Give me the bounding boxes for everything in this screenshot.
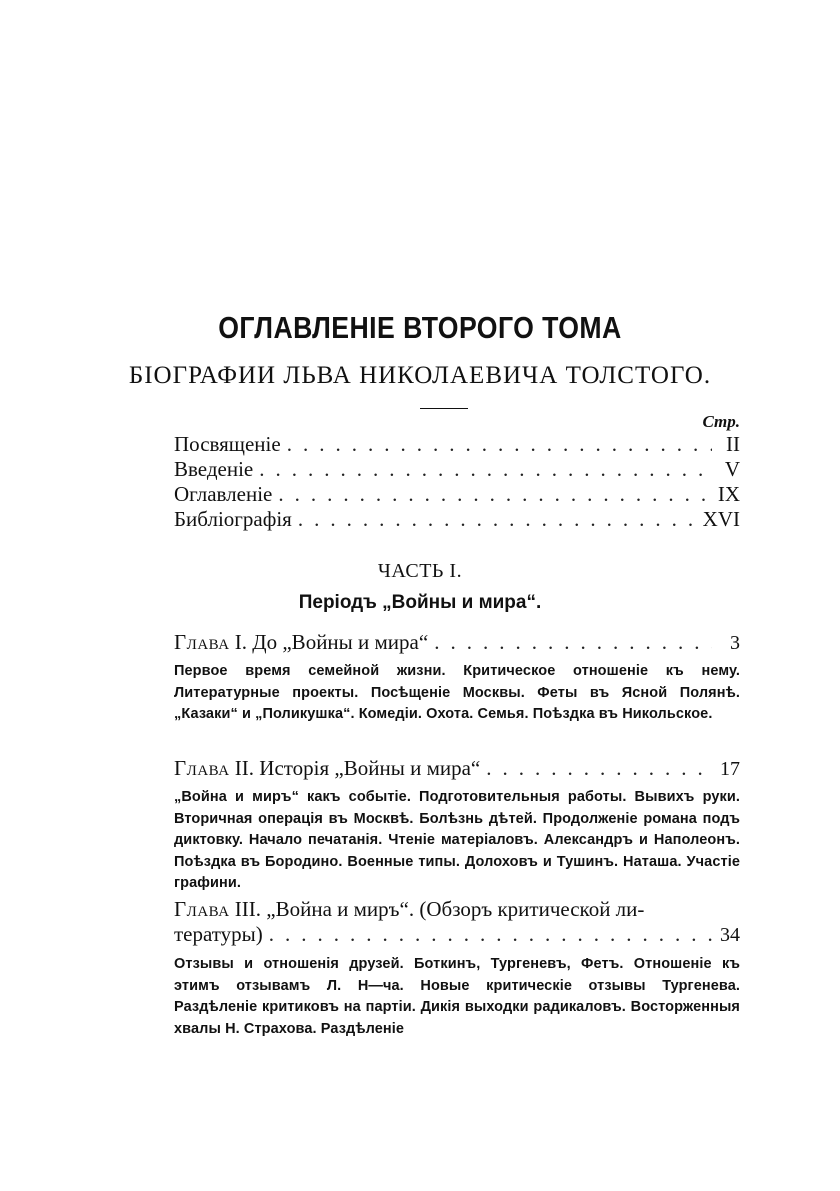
chapter-entry[interactable] — [174, 897, 740, 1040]
front-matter-list — [174, 432, 740, 532]
toc-entry[interactable] — [174, 507, 740, 532]
chapter-title: II. Исторія „Войны и мира“ — [234, 756, 481, 780]
chapter-label: Глава — [174, 630, 230, 654]
chapter-heading-line2 — [174, 922, 740, 948]
leader-dots — [281, 432, 712, 457]
chapter-summary: „Война и миръ“ какъ событіе. Подготовительныя работы. Вывихъ руки. Вторичная операція въ Москвѣ. Болѣзнь дѣтей. Продолженіе романа подъ диктовку. Начало печатанія. Чтеніе матеріаловъ. Александръ и Наполеонъ. Поѣздка въ Бородино. Военные типы. Долоховъ и Тушинъ. Наташа. Участіе графини. — [174, 789, 740, 891]
toc-entry-page: XVI — [702, 507, 740, 531]
chapter-title: I. До „Войны и мира“ — [234, 630, 429, 654]
page-subtitle: БІОГРАФИИ ЛЬВА НИКОЛАЕВИЧА ТОЛСТОГО. — [128, 362, 712, 389]
part-heading: ЧАСТЬ I. — [377, 560, 463, 582]
chapter-heading-line1 — [174, 897, 740, 922]
toc-entry-label: Библіографія — [174, 507, 292, 531]
page-column-label: Стр. — [702, 412, 740, 431]
divider — [420, 408, 468, 409]
toc-entry-label: Введеніе — [174, 457, 254, 481]
chapter-page: 3 — [730, 632, 740, 654]
period-heading: Періодъ „Войны и мира“. — [298, 592, 542, 613]
leader-dots — [428, 630, 712, 655]
chapter-label: Глава — [174, 897, 230, 921]
toc-entry-page: II — [726, 432, 740, 456]
toc-entry[interactable] — [174, 482, 740, 507]
chapter-page: 34 — [720, 924, 740, 946]
chapter-heading — [174, 630, 740, 655]
chapter-label: Глава — [174, 756, 230, 780]
leader-dots — [292, 507, 703, 532]
toc-entry-page: IX — [717, 482, 740, 506]
toc-entry-label: Посвященіе — [174, 432, 281, 456]
page-title: ОГЛАВЛЕНІЕ ВТОРОГО ТОМА — [218, 310, 622, 345]
chapter-heading — [174, 897, 740, 948]
toc-entry-page: V — [724, 457, 740, 481]
leader-dots — [272, 482, 712, 507]
chapter-entry[interactable] — [174, 630, 740, 726]
chapter-summary: Первое время семейной жизни. Критическое отношеніе къ нему. Литературные проекты. Посѣщеніе Москвы. Феты въ Ясной Полянѣ. „Казаки“ и „Поликушка“. Комедіи. Охота. Семья. Поѣздка въ Никольское. — [174, 663, 740, 722]
chapter-title: III. „Война и миръ“. (Обзоръ критической ли- — [234, 897, 645, 921]
toc-entry-label: Оглавленіе — [174, 482, 273, 506]
leader-dots — [480, 756, 712, 781]
chapter-entry[interactable] — [174, 756, 740, 895]
toc-entry[interactable] — [174, 457, 740, 482]
chapter-page: 17 — [720, 758, 740, 780]
leader-dots — [263, 922, 712, 947]
chapter-summary: Отзывы и отношенія друзей. Боткинъ, Тургеневъ, Фетъ. Отношеніе къ этимъ отзывамъ Л. Н—ча. Новые критическіе отзывы Тургенева. Раздѣленіе критиковъ на партіи. Дикія выходки радикаловъ. Восторженныя хвалы Н. Страхова. Раздѣленіе — [174, 956, 740, 1037]
leader-dots — [253, 457, 712, 482]
chapter-title-cont: тературы) — [174, 922, 263, 946]
chapter-heading — [174, 756, 740, 781]
toc-entry[interactable] — [174, 432, 740, 457]
